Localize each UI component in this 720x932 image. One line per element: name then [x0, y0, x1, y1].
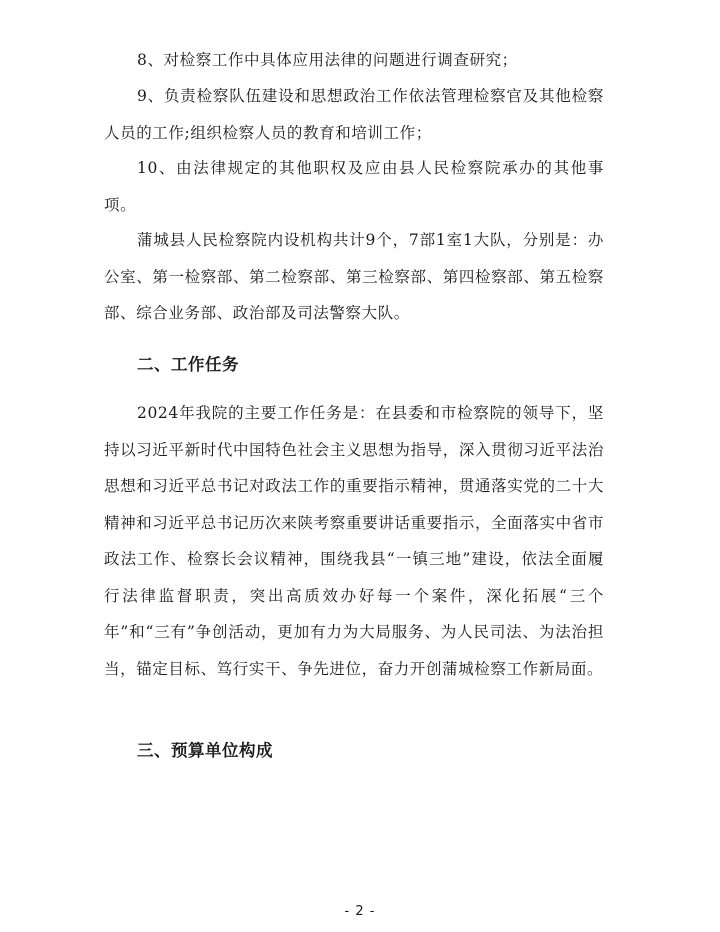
paragraph-item-9: 9、负责检察队伍建设和思想政治工作依法管理检察官及其他检察人员的工作;组织检察人员的教育和培训工作；	[104, 87, 604, 142]
paragraph-item-8: 8、对检察工作中具体应用法律的问题进行调查研究；	[137, 51, 518, 69]
paragraph-internal-structure: 蒲城县人民检察院内设机构共计9个，7部1室1大队，分别是：办公室、第一检察部、第二检察部、第三检察部、第四检察部、第五检察部、综合业务部、政治部及司法警察大队。	[104, 231, 604, 322]
section-heading-budget-units: 三、预算单位构成	[137, 741, 273, 760]
section-heading-work-tasks: 二、工作任务	[137, 355, 239, 374]
paragraph-item-10: 10、由法律规定的其他职权及应由县人民检察院承办的其他事项。	[104, 159, 604, 214]
paragraph-work-tasks: 2024年我院的主要工作任务是：在县委和市检察院的领导下，坚持以习近平新时代中国特色社会主义思想为指导，深入贯彻习近平法治思想和习近平总书记对政法工作的重要指示精神，贯通落实党的二十大精神和习近平总书记历次来陕考察重要讲话重要指示，全面落实中省市政法工作、检察长会议精神，围绕我县“一镇三地”建设，依法全面履行法律监督职责，突出高质效办好每一个案件，深化拓展“三个年”和“三有”争创活动，更加有力为大局服务、为人民司法、为法治担当，锚定目标、笃行实干、争先进位，奋力开创蒲城检察工作新局面。	[104, 404, 604, 678]
page-number: - 2 -	[344, 904, 376, 919]
